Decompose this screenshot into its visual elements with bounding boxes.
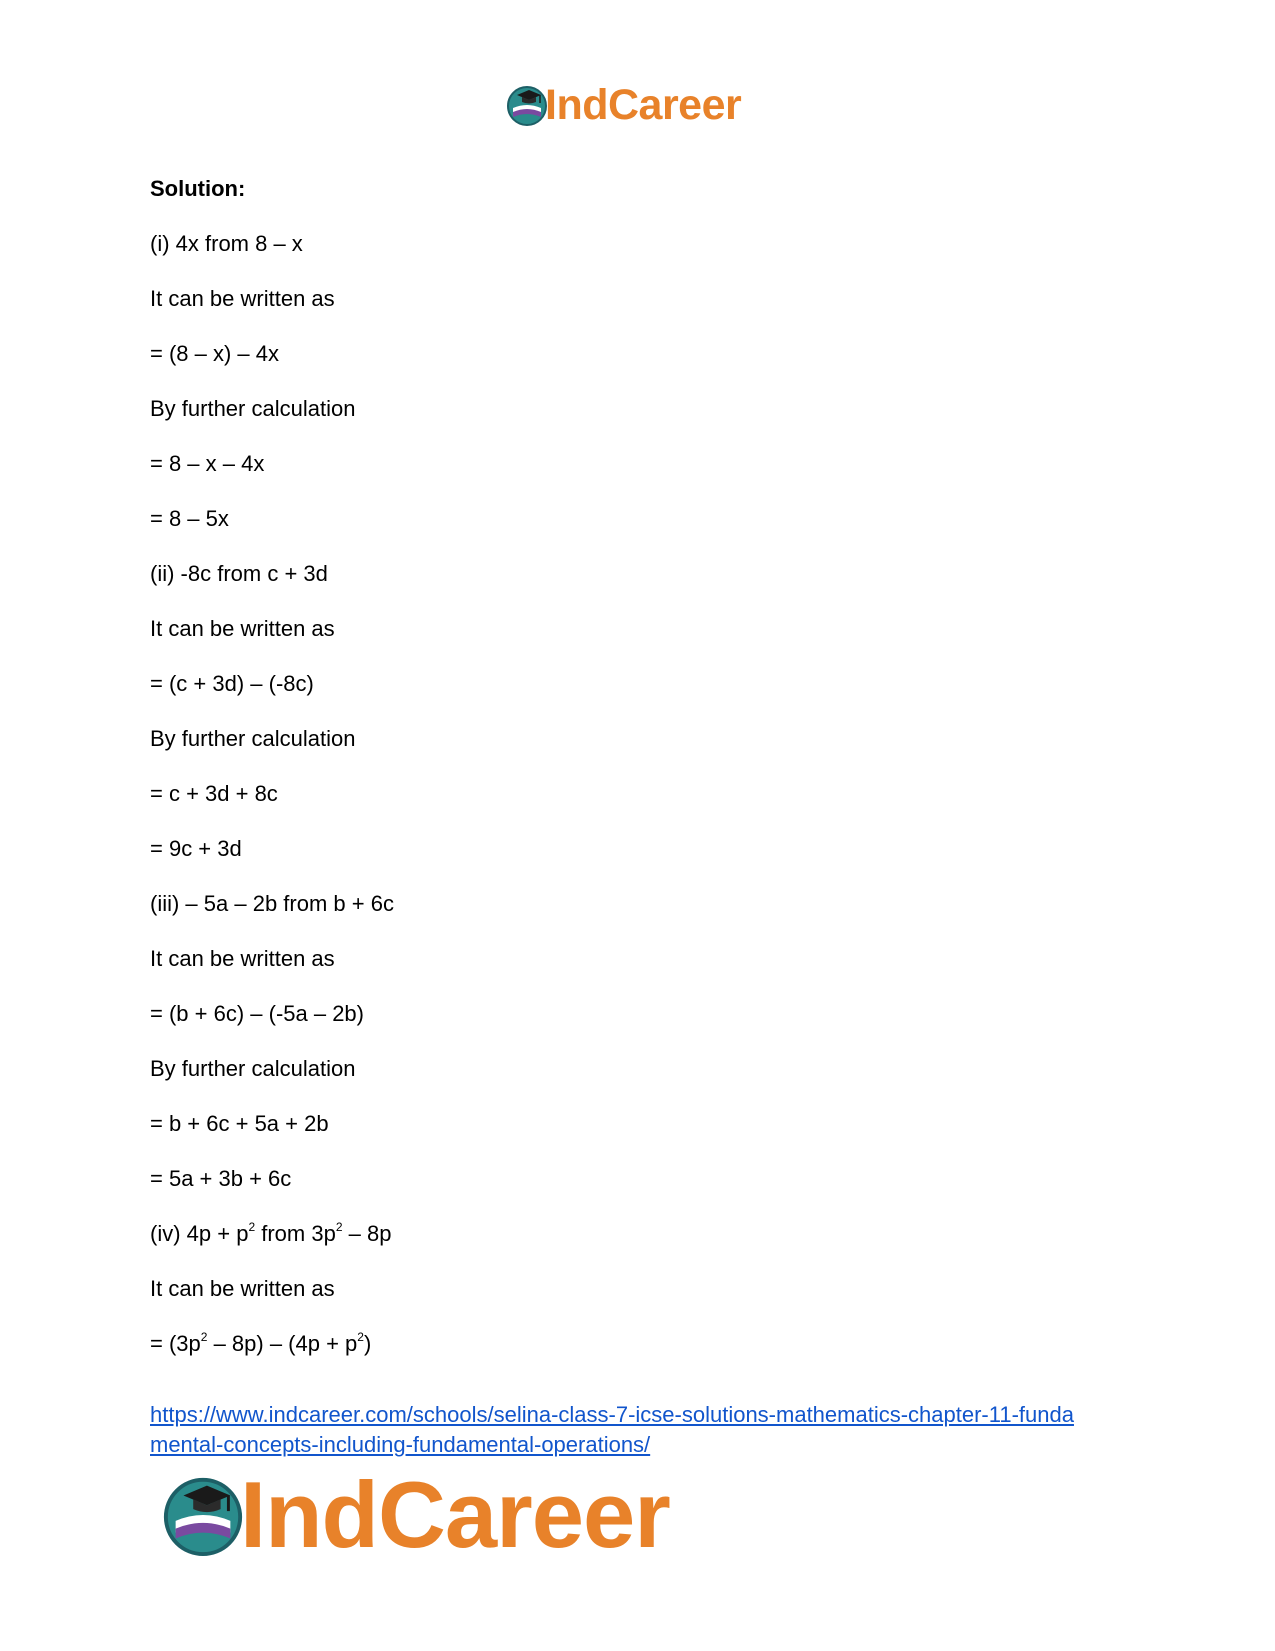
- part-iv-question-sup-2: 2: [335, 1219, 343, 1234]
- globe-graduation-cap-books-icon: [160, 1472, 246, 1558]
- part-iv-question-c: – 8p: [342, 1221, 392, 1246]
- part-iii-line-3: By further calculation: [150, 1056, 356, 1081]
- part-i-line-4: = 8 – x – 4x: [150, 451, 265, 476]
- part-i-line-3: By further calculation: [150, 396, 356, 421]
- part-ii-line-2: = (c + 3d) – (-8c): [150, 671, 314, 696]
- part-iii-line-2: = (b + 6c) – (-5a – 2b): [150, 1001, 364, 1026]
- part-iv-line-2-b: – 8p) – (4p + p: [207, 1331, 358, 1356]
- part-iv-line-2-a: = (3p: [150, 1331, 201, 1356]
- part-i-question: (i) 4x from 8 – x: [150, 231, 303, 256]
- footer-logo: [160, 1462, 720, 1567]
- part-iii-line-4: = b + 6c + 5a + 2b: [150, 1111, 329, 1136]
- part-i-line-2: = (8 – x) – 4x: [150, 341, 280, 366]
- solution-content: [150, 176, 1130, 1386]
- part-i-line-1: It can be written as: [150, 286, 335, 311]
- part-iv-line-2: [150, 1331, 1130, 1357]
- part-iii-question: (iii) – 5a – 2b from b + 6c: [150, 891, 394, 916]
- part-iv-line-2-c: ): [363, 1331, 372, 1356]
- globe-graduation-cap-books-icon: [505, 83, 549, 127]
- part-iv-line-2-sup-1: 2: [200, 1329, 208, 1344]
- part-ii-question: (ii) -8c from c + 3d: [150, 561, 328, 586]
- part-iv-question-sup-1: 2: [248, 1219, 256, 1234]
- source-url-line-2: mental-concepts-including-fundamental-operations/: [150, 1432, 651, 1457]
- source-url-link[interactable]: [150, 1400, 1150, 1460]
- part-ii-line-1: It can be written as: [150, 616, 335, 641]
- part-iii-line-1: It can be written as: [150, 946, 335, 971]
- part-ii-line-4: = c + 3d + 8c: [150, 781, 278, 806]
- part-iii-line-5: = 5a + 3b + 6c: [150, 1166, 292, 1191]
- part-iv-question: [150, 1221, 1130, 1247]
- solution-heading: Solution:: [150, 176, 246, 201]
- source-url-line-1: https://www.indcareer.com/schools/selina-class-7-icse-solutions-mathematics-chapter-11-funda: [150, 1402, 1074, 1427]
- part-ii-line-5: = 9c + 3d: [150, 836, 242, 861]
- part-iv-question-a: (iv) 4p + p: [150, 1221, 249, 1246]
- part-iv-line-1: It can be written as: [150, 1276, 335, 1301]
- part-ii-line-3: By further calculation: [150, 726, 356, 751]
- part-iv-question-b: from 3p: [255, 1221, 336, 1246]
- part-iv-line-2-sup-2: 2: [357, 1329, 364, 1344]
- header-logo-text: IndCareer: [545, 80, 742, 129]
- part-i-line-5: = 8 – 5x: [150, 506, 229, 531]
- footer-logo-text: IndCareer: [240, 1462, 670, 1567]
- header-logo: [505, 80, 775, 130]
